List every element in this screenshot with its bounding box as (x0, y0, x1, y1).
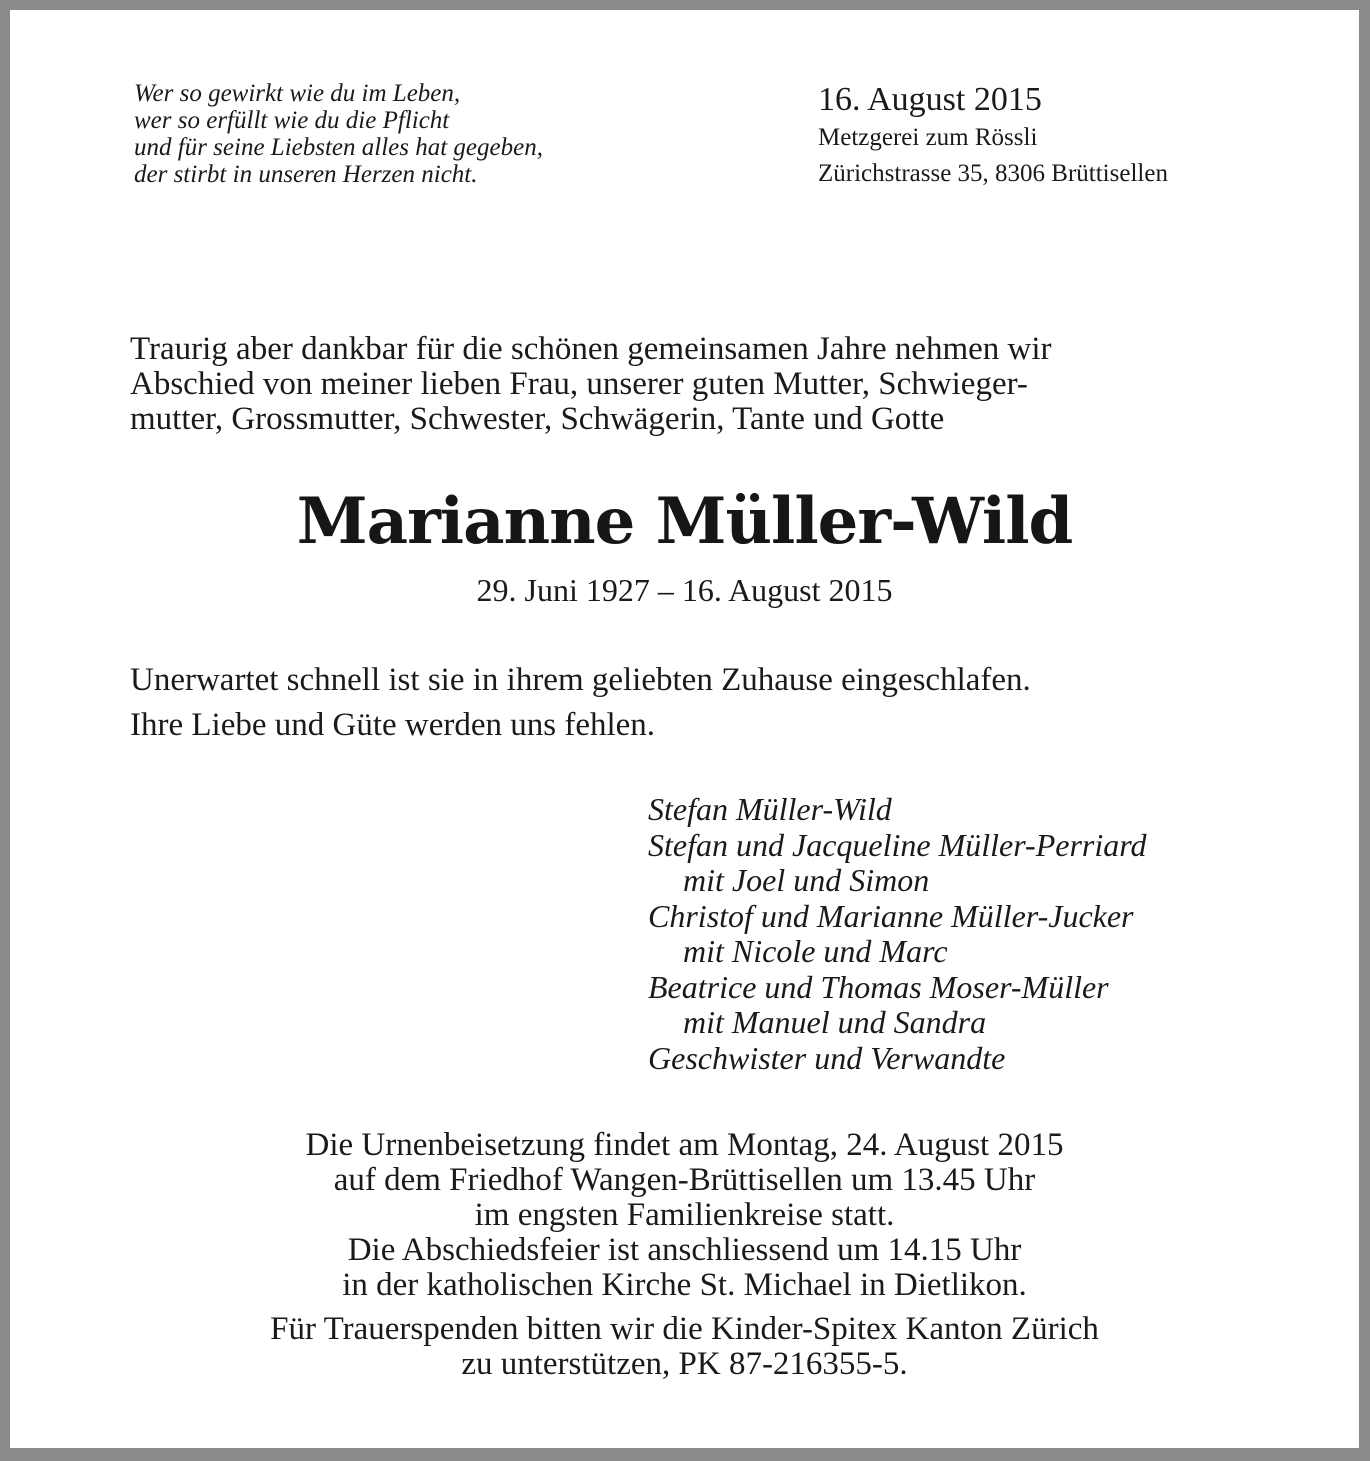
poem-line: Wer so gewirkt wie du im Leben, (134, 80, 461, 107)
farewell-message (130, 658, 1031, 748)
header-info (818, 80, 1168, 192)
business-address: Zürichstrasse 35, 8306 Brüttisellen (818, 160, 1168, 187)
intro-line: Abschied von meiner lieben Frau, unserer guten Mutter, Schwieger- (130, 366, 1028, 402)
mourner-line: Stefan Müller-Wild (648, 791, 892, 827)
funeral-details (10, 1128, 1359, 1303)
mourner-line: mit Manuel und Sandra (683, 1004, 987, 1040)
funeral-line: im engsten Familienkreise statt. (474, 1197, 895, 1233)
poem-line: wer so erfüllt wie du die Pflicht (134, 107, 450, 134)
intro-line: mutter, Grossmutter, Schwester, Schwägerin, Tante und Gotte (130, 401, 945, 437)
mourner-line: mit Nicole und Marc (683, 933, 948, 969)
business-name: Metzgerei zum Rössli (818, 124, 1038, 151)
mourner-line: mit Joel und Simon (683, 862, 930, 898)
life-dates: 29. Juni 1927 – 16. August 2015 (476, 572, 893, 608)
mourner-line: Christof und Marianne Müller-Jucker (648, 897, 1134, 934)
funeral-line: in der katholischen Kirche St. Michael in Dietlikon. (342, 1267, 1027, 1303)
poem (134, 80, 543, 188)
poem-line: und für seine Liebsten alles hat gegeben, (134, 134, 543, 161)
mourner-line: Geschwister und Verwandte (648, 1039, 1006, 1076)
intro-line: Traurig aber dankbar für die schönen gemeinsamen Jahre nehmen wir (130, 331, 1052, 367)
mourners-list (648, 792, 1147, 1076)
obituary-page (10, 10, 1359, 1448)
funeral-line: Die Urnenbeisetzung findet am Montag, 24. August 2015 (305, 1127, 1064, 1163)
funeral-line: Die Abschiedsfeier ist anschliessend um 14.15 Uhr (347, 1232, 1022, 1268)
message-line: Unerwartet schnell ist sie in ihrem geliebten Zuhause eingeschlafen. (130, 662, 1031, 698)
mourner-line: Stefan und Jacqueline Müller-Perriard (648, 826, 1147, 863)
donation-line: zu unterstützen, PK 87-216355-5. (461, 1346, 908, 1382)
poem-line: der stirbt in unseren Herzen nicht. (134, 161, 478, 188)
deceased-name: Marianne Müller-Wild (296, 484, 1073, 559)
mourner-line: Beatrice und Thomas Moser-Müller (648, 968, 1109, 1005)
header-date: 16. August 2015 (818, 81, 1042, 118)
funeral-line: auf dem Friedhof Wangen-Brüttisellen um 13.45 Uhr (333, 1162, 1036, 1198)
donation-note (10, 1312, 1359, 1382)
intro-text (130, 332, 1250, 437)
message-line: Ihre Liebe und Güte werden uns fehlen. (130, 707, 656, 743)
donation-line: Für Trauerspenden bitten wir die Kinder-Spitex Kanton Zürich (270, 1311, 1099, 1347)
